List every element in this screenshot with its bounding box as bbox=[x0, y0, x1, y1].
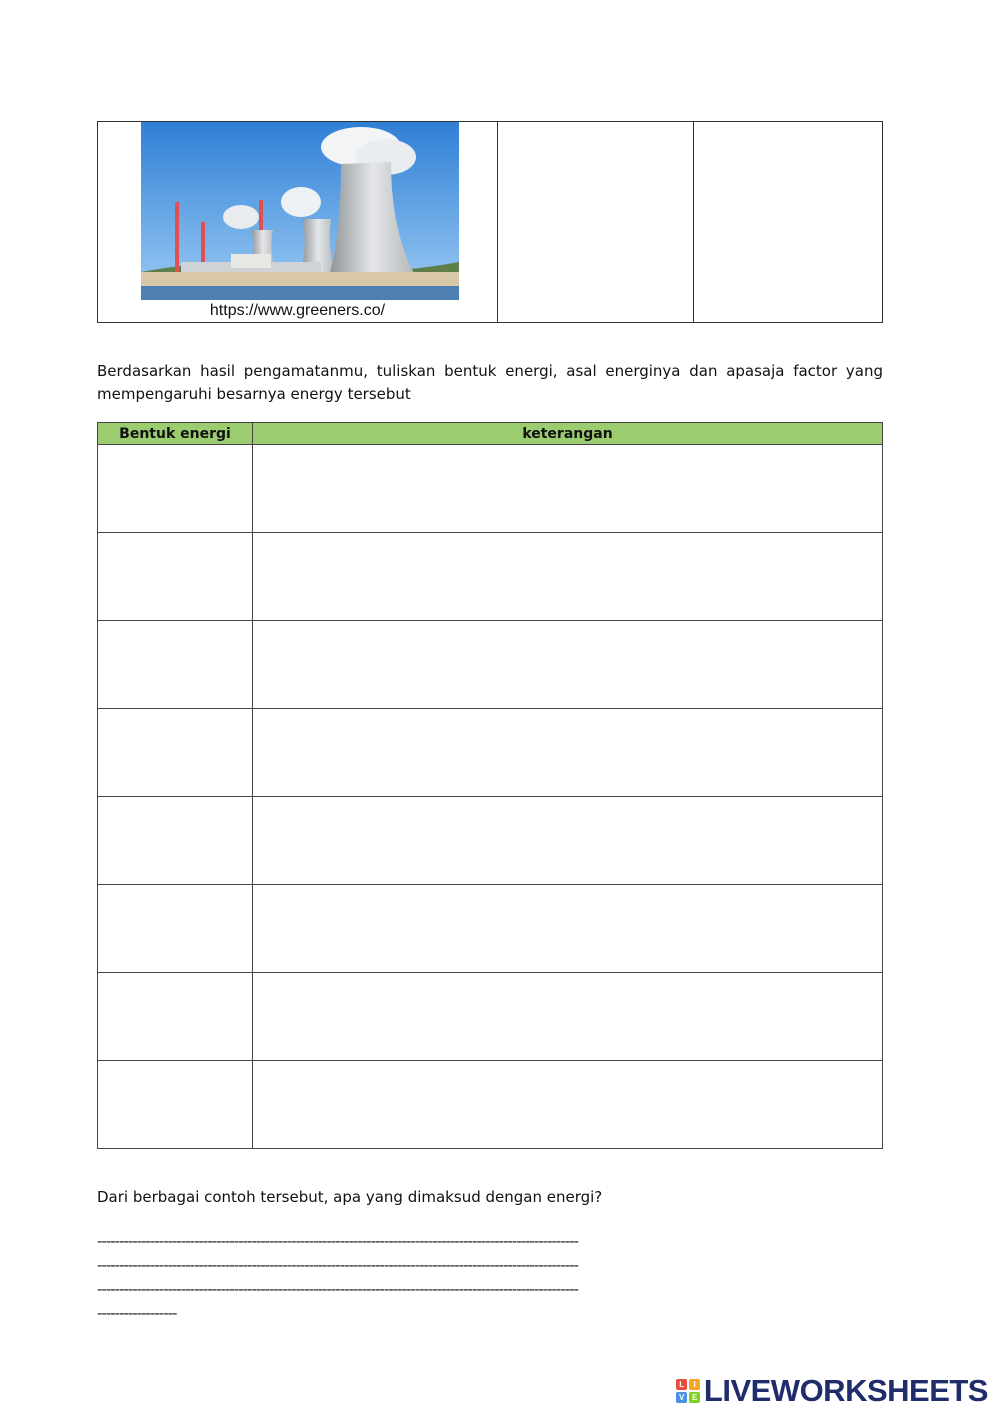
table-row bbox=[98, 445, 883, 533]
instruction-text: Berdasarkan hasil pengamatanmu, tuliskan bentuk energi, asal energinya dan apasaja factor yang mempengaruhi besarnya energy tersebut bbox=[97, 362, 883, 403]
answer-line[interactable]: ------------------------------------------------------------------------------------------------------------- bbox=[97, 1280, 578, 1298]
energy-form-cell[interactable] bbox=[98, 1061, 253, 1149]
header-keterangan: keterangan bbox=[253, 423, 883, 445]
description-cell[interactable] bbox=[253, 709, 883, 797]
answer-line[interactable]: ------------------------------------------------------------------------------------------------------------- bbox=[97, 1232, 578, 1250]
liveworksheets-logo bbox=[676, 1373, 988, 1409]
table-row bbox=[98, 885, 883, 973]
table-row bbox=[98, 973, 883, 1061]
image-cell bbox=[98, 122, 498, 322]
energy-form-cell[interactable] bbox=[98, 445, 253, 533]
description-cell[interactable] bbox=[253, 1061, 883, 1149]
table-row bbox=[98, 1061, 883, 1149]
energy-form-cell[interactable] bbox=[98, 973, 253, 1061]
description-cell[interactable] bbox=[253, 885, 883, 973]
blank-cell-2[interactable] bbox=[693, 122, 882, 322]
logo-letter: V bbox=[676, 1392, 687, 1403]
energy-form-cell[interactable] bbox=[98, 797, 253, 885]
table-row bbox=[98, 709, 883, 797]
energy-form-cell[interactable] bbox=[98, 621, 253, 709]
live-logo-icon bbox=[676, 1379, 700, 1403]
table-row bbox=[98, 621, 883, 709]
description-cell[interactable] bbox=[253, 445, 883, 533]
header-bentuk-energi: Bentuk energi bbox=[98, 423, 253, 445]
image-table bbox=[97, 121, 883, 323]
description-cell[interactable] bbox=[253, 973, 883, 1061]
energy-form-cell[interactable] bbox=[98, 709, 253, 797]
logo-letter: E bbox=[689, 1392, 700, 1403]
answer-line[interactable]: ------------------------------------------------------------------------------------------------------------- bbox=[97, 1256, 578, 1274]
blank-cell-1[interactable] bbox=[497, 122, 694, 322]
energy-form-cell[interactable] bbox=[98, 885, 253, 973]
image-source-caption[interactable]: https://www.greeners.co/ bbox=[209, 302, 386, 319]
description-cell[interactable] bbox=[253, 621, 883, 709]
brand-name: LIVEWORKSHEETS bbox=[703, 1373, 988, 1408]
description-cell[interactable] bbox=[253, 797, 883, 885]
energy-form-cell[interactable] bbox=[98, 533, 253, 621]
question-text: Dari berbagai contoh tersebut, apa yang dimaksud dengan energi? bbox=[97, 1188, 603, 1206]
table-row bbox=[98, 533, 883, 621]
description-cell[interactable] bbox=[253, 533, 883, 621]
energy-table bbox=[97, 422, 883, 1149]
logo-letter: I bbox=[689, 1379, 700, 1390]
logo-letter: L bbox=[676, 1379, 687, 1390]
answer-line[interactable]: ------------------ bbox=[97, 1304, 177, 1322]
table-row bbox=[98, 797, 883, 885]
power-plant-photo bbox=[141, 122, 459, 300]
